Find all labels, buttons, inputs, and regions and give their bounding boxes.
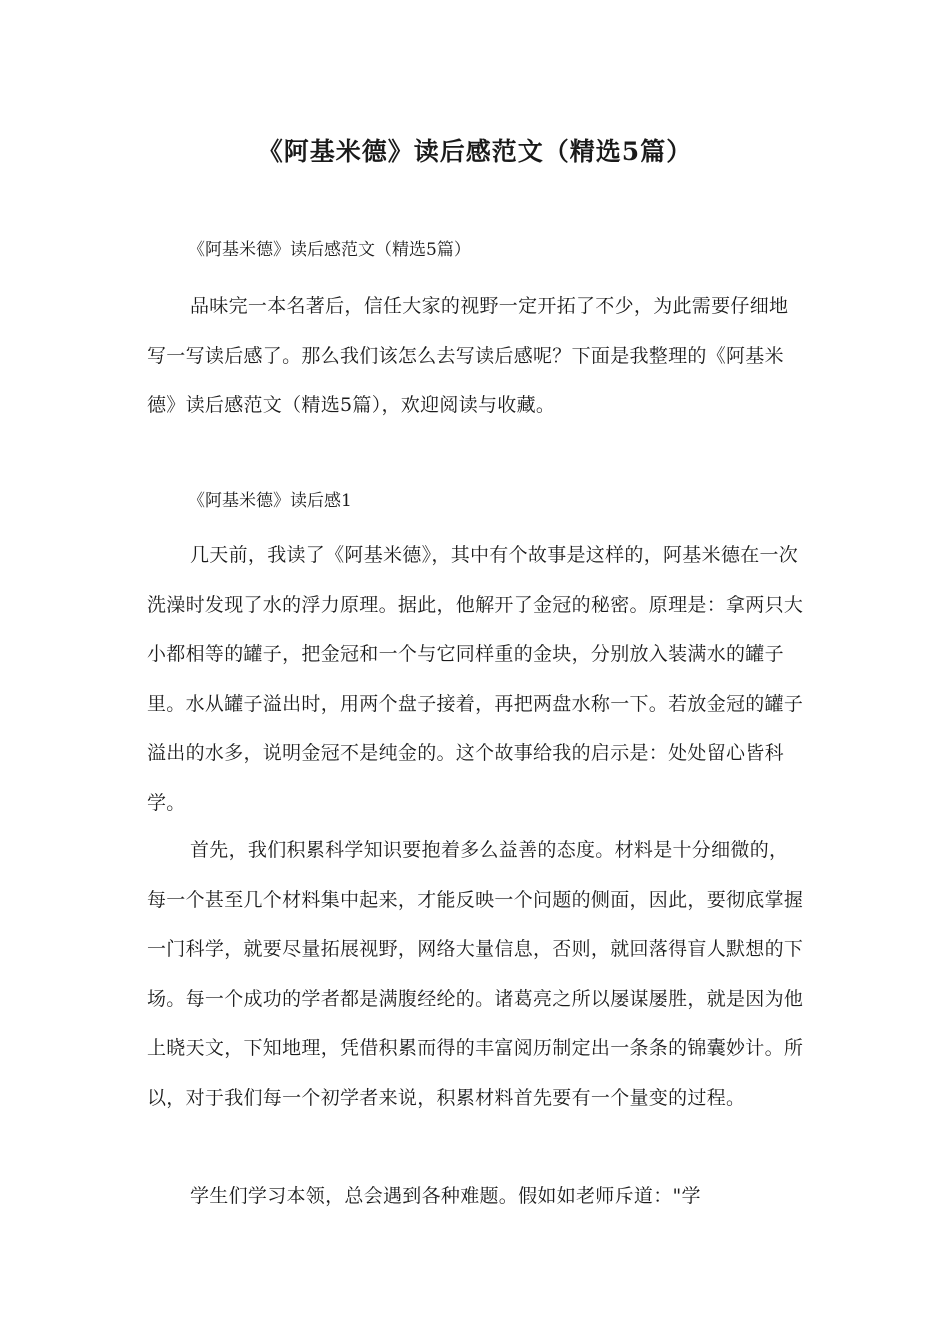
- document-subtitle: 《阿基米德》读后感范文（精选5篇）: [188, 240, 471, 260]
- intro-paragraph: 品味完一本名著后，信任大家的视野一定开拓了不少，为此需要仔细地写一写读后感了。那么我们该怎么去写读后感呢？下面是我整理的《阿基米德》读后感范文（精选5篇），欢迎阅读与收藏。: [147, 295, 789, 416]
- first-point-paragraph: 首先，我们积累科学知识要抱着多么益善的态度。材料是十分细微的，每一个甚至几个材料集中起来，才能反映一个问题的侧面，因此，要彻底掌握一门科学，就要尽量拓展视野，网络大量信息，否则，就回落得盲人默想的下场。每一个成功的学者都是满腹经纶的。诸葛亮之所以屡谋屡胜，就是因为他上晓天文，下知地理，凭借积累而得的丰富阅历制定出一条条的锦囊妙计。所以，对于我们每一个初学者来说，积累材料首先要有一个量变的过程。: [147, 839, 804, 1109]
- document-title: 《阿基米德》读后感范文（精选5篇）: [257, 137, 693, 166]
- section-heading: 《阿基米德》读后感1: [188, 491, 352, 511]
- students-paragraph: 学生们学习本领，总会遇到各种难题。假如如老师斥道："学: [190, 1185, 701, 1207]
- story-paragraph: 几天前，我读了《阿基米德》，其中有个故事是这样的，阿基米德在一次洗澡时发现了水的浮力原理。据此，他解开了金冠的秘密。原理是：拿两只大小都相等的罐子，把金冠和一个与它同样重的金块，分别放入装满水的罐子里。水从罐子溢出时，用两个盘子接着，再把两盘水称一下。若放金冠的罐子溢出的水多，说明金冠不是纯金的。这个故事给我的启示是：处处留心皆科学。: [147, 544, 804, 814]
